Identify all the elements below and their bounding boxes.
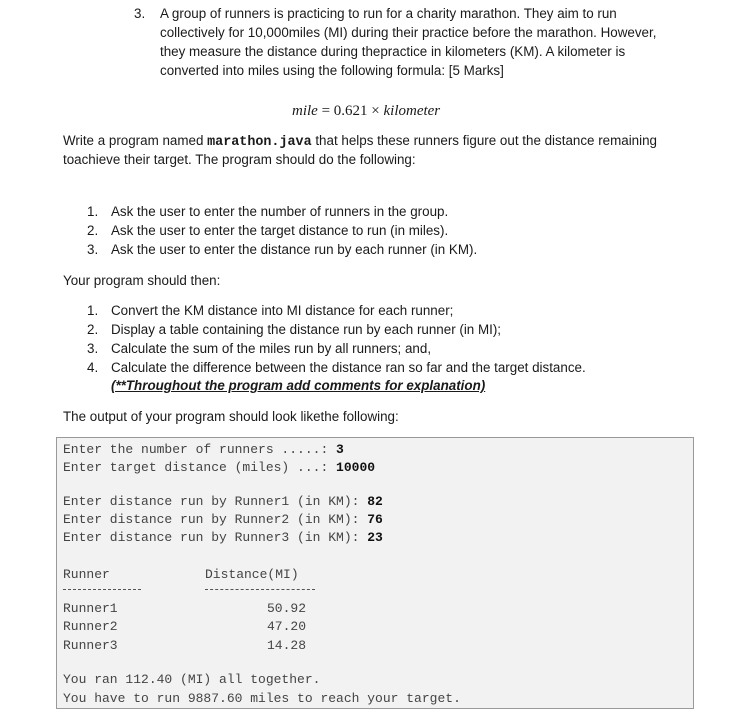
distance-prompt-line: [63, 494, 383, 509]
column-header-distance: Distance(MI): [205, 567, 299, 582]
target-prompt: Enter target distance (miles) ...:: [63, 460, 337, 475]
distance-value: 23: [367, 530, 383, 545]
distance-prompt: Enter distance run by Runner2 (in KM):: [63, 512, 368, 527]
distance-value: 76: [367, 512, 383, 527]
question-number: 3.: [134, 6, 146, 21]
conversion-formula: [292, 103, 440, 120]
intro-pre: Write a program named: [63, 133, 208, 148]
runners-prompt-line: [63, 442, 344, 457]
target-prompt-line: [63, 460, 375, 475]
step1-number: 3.: [87, 242, 99, 257]
program-filename: marathon.java: [207, 135, 312, 150]
step1-text: Ask the user to enter the distance run by each runner (in KM).: [111, 242, 478, 257]
total-summary-line: You ran 112.40 (MI) all together.: [63, 672, 321, 687]
step1-number: 2.: [87, 223, 99, 238]
runners-prompt: Enter the number of runners .....:: [63, 442, 337, 457]
table-row-distance: 50.92: [267, 601, 307, 616]
intro-line-1: [63, 133, 657, 150]
formula-lhs: mile: [292, 103, 318, 119]
distance-prompt-line: [63, 512, 383, 527]
distance-prompt-line: [63, 530, 383, 545]
step2-text: Calculate the difference between the distance ran so far and the target distance.: [111, 360, 586, 375]
step2-number: 4.: [87, 360, 99, 375]
console-output: [56, 437, 694, 709]
output-label: The output of your program should look likethe following:: [63, 409, 399, 424]
step2-text: Convert the KM distance into MI distance for each runner;: [111, 303, 454, 318]
formula-eq: = 0.621 ×: [317, 103, 384, 119]
distance-prompt: Enter distance run by Runner3 (in KM):: [63, 530, 368, 545]
step2-number: 3.: [87, 341, 99, 356]
table-row-distance: 47.20: [267, 619, 307, 634]
step2-number: 2.: [87, 322, 99, 337]
question-line-1: A group of runners is practicing to run for a charity marathon. They aim to run: [160, 6, 617, 21]
table-row-runner: Runner3: [63, 638, 118, 653]
comments-note: (**Throughout the program add comments for explanation): [111, 378, 486, 393]
column-header-runner: Runner: [63, 567, 110, 582]
then-label: Your program should then:: [63, 273, 221, 288]
intro-line-2: toachieve their target. The program should do the following:: [63, 152, 416, 167]
question-line-2: collectively for 10,000miles (MI) during their practice before the marathon. However,: [160, 25, 657, 40]
header-divider: [63, 589, 141, 590]
question-line-3: they measure the distance during thepractice in kilometers (KM). A kilometer is: [160, 44, 626, 59]
remaining-summary-line: You have to run 9887.60 miles to reach your target.: [63, 691, 461, 706]
question-line-4: converted into miles using the following formula: [5 Marks]: [160, 63, 504, 78]
intro-post: that helps these runners figure out the distance remaining: [311, 133, 658, 148]
step1-number: 1.: [87, 204, 99, 219]
header-divider: [205, 589, 315, 590]
step1-text: Ask the user to enter the number of runners in the group.: [111, 204, 449, 219]
distance-value: 82: [367, 494, 383, 509]
step1-text: Ask the user to enter the target distance to run (in miles).: [111, 223, 449, 238]
runners-value: 3: [336, 442, 344, 457]
formula-rhs: kilometer: [383, 103, 441, 119]
table-row-runner: Runner1: [63, 601, 118, 616]
step2-text: Display a table containing the distance run by each runner (in MI);: [111, 322, 502, 337]
target-value: 10000: [336, 460, 376, 475]
step2-number: 1.: [87, 303, 99, 318]
distance-prompt: Enter distance run by Runner1 (in KM):: [63, 494, 368, 509]
table-row-distance: 14.28: [267, 638, 307, 653]
step2-text: Calculate the sum of the miles run by all runners; and,: [111, 341, 432, 356]
table-row-runner: Runner2: [63, 619, 118, 634]
